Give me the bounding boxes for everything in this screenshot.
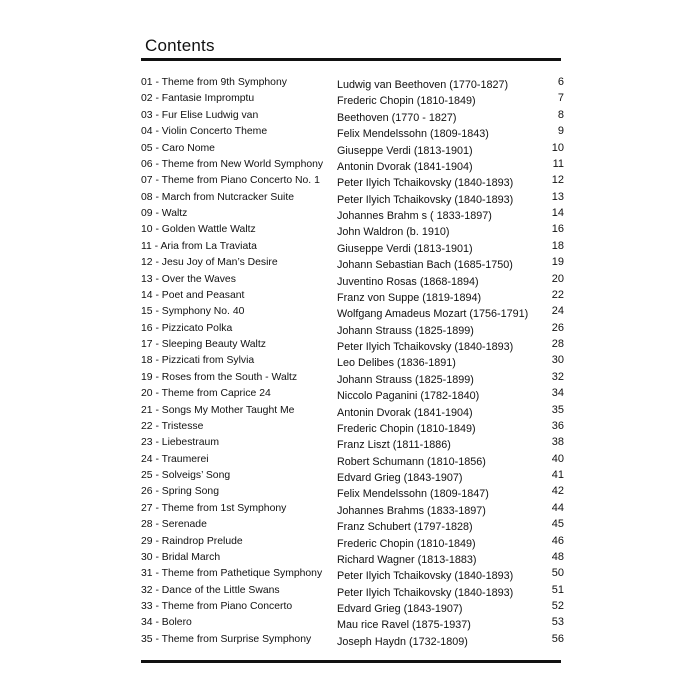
entry-page-number: 28 — [551, 338, 564, 350]
entry-composer: Peter Ilyich Tchaikovsky (1840-1893) — [337, 193, 514, 206]
entry-page-number: 16 — [551, 223, 564, 236]
entry-title: 16 - Pizzicato Polka — [141, 322, 233, 334]
contents-entry[interactable] — [0, 92, 700, 108]
entry-composer: Peter Ilyich Tchaikovsky (1840-1893) — [337, 177, 514, 190]
contents-entry[interactable] — [0, 485, 700, 501]
entry-composer: Johann Strauss (1825-1899) — [337, 324, 474, 337]
contents-entry[interactable] — [0, 633, 700, 649]
bottom-divider — [141, 660, 561, 663]
entry-composer: Felix Mendelssohn (1809-1847) — [337, 488, 489, 501]
entry-composer: Johannes Brahm s ( 1833-1897) — [337, 210, 492, 222]
entry-composer: Peter Ilyich Tchaikovsky (1840-1893) — [337, 586, 514, 599]
contents-entry[interactable] — [0, 322, 700, 338]
entry-composer: Antonin Dvorak (1841-1904) — [337, 160, 473, 173]
entry-title: 07 - Theme from Piano Concerto No. 1 — [141, 175, 320, 187]
entry-title: 17 - Sleeping Beauty Waltz — [141, 339, 266, 350]
entry-composer: Franz Schubert (1797-1828) — [337, 521, 473, 534]
contents-entry[interactable] — [0, 289, 700, 305]
entry-title: 31 - Theme from Pathetique Symphony — [141, 568, 323, 580]
entry-page-number: 11 — [552, 157, 564, 170]
entry-title: 18 - Pizzicati from Sylvia — [141, 355, 255, 367]
contents-entry[interactable] — [0, 223, 700, 239]
entry-page-number: 14 — [551, 207, 564, 219]
entry-composer: Juventino Rosas (1868-1894) — [337, 275, 479, 288]
entry-page-number: 32 — [551, 370, 564, 383]
entry-composer: Franz Liszt (1811-1886) — [337, 439, 451, 452]
contents-entry[interactable] — [0, 436, 700, 452]
entry-composer: Giuseppe Verdi (1813-1901) — [337, 144, 473, 157]
entry-title: 20 - Theme from Caprice 24 — [141, 388, 271, 400]
entry-page-number: 40 — [551, 452, 564, 465]
entry-title: 21 - Songs My Mother Taught Me — [141, 404, 295, 416]
entry-page-number: 26 — [551, 321, 564, 334]
title-divider — [141, 58, 561, 61]
entry-page-number: 36 — [551, 419, 564, 432]
contents-entry[interactable] — [0, 518, 700, 534]
entry-composer: Frederic Chopin (1810-1849) — [337, 537, 476, 550]
entry-composer: Robert Schumann (1810-1856) — [337, 455, 486, 468]
entry-title: 26 - Spring Song — [141, 486, 219, 498]
entry-page-number: 42 — [551, 485, 564, 498]
contents-entry[interactable] — [0, 256, 700, 272]
entry-composer: Wolfgang Amadeus Mozart (1756-1791) — [337, 308, 529, 321]
entry-page-number: 20 — [551, 272, 564, 285]
contents-entry[interactable] — [0, 616, 700, 632]
entry-page-number: 30 — [551, 354, 564, 367]
entry-page-number: 53 — [551, 616, 564, 629]
entry-title: 04 - Violin Concerto Theme — [141, 126, 268, 138]
contents-entry[interactable] — [0, 551, 700, 567]
entry-title: 10 - Golden Wattle Waltz — [141, 224, 256, 236]
entry-composer: Johann Sebastian Bach (1685-1750) — [337, 259, 513, 272]
entry-title: 23 - Liebestraum — [141, 437, 219, 449]
contents-entry[interactable] — [0, 191, 700, 207]
entry-composer: Peter Ilyich Tchaikovsky (1840-1893) — [337, 570, 514, 583]
entry-composer: Niccolo Paganini (1782-1840) — [337, 390, 480, 403]
entry-composer: Beethoven (1770 - 1827) — [337, 111, 457, 124]
page-title: Contents — [145, 36, 215, 55]
entry-page-number: 12 — [551, 174, 564, 187]
entry-title: 24 - Traumerei — [141, 453, 209, 465]
entry-page-number: 19 — [551, 256, 564, 269]
contents-entry[interactable] — [0, 273, 700, 289]
entry-composer: Frederic Chopin (1810-1849) — [337, 422, 476, 435]
entry-composer: Edvard Grieg (1843-1907) — [337, 472, 463, 484]
entry-title: 01 - Theme from 9th Symphony — [141, 77, 287, 88]
entry-title: 22 - Tristesse — [141, 420, 204, 432]
entry-page-number: 52 — [551, 600, 564, 612]
entry-page-number: 41 — [551, 469, 564, 481]
entry-title: 35 - Theme from Surprise Symphony — [141, 633, 312, 645]
entry-composer: Frederic Chopin (1810-1849) — [337, 95, 476, 108]
entry-page-number: 8 — [557, 108, 564, 121]
entry-title: 28 - Serenade — [141, 519, 207, 531]
entry-page-number: 56 — [551, 632, 564, 645]
entry-title: 14 - Poet and Peasant — [141, 289, 245, 301]
entry-title: 34 - Bolero — [141, 617, 192, 629]
contents-entry[interactable] — [0, 420, 700, 436]
entry-title: 09 - Waltz — [141, 208, 188, 219]
contents-entry[interactable] — [0, 387, 700, 403]
contents-entry[interactable] — [0, 305, 700, 321]
entry-page-number: 22 — [551, 288, 564, 301]
entry-page-number: 51 — [551, 583, 564, 596]
entry-composer: Richard Wagner (1813-1883) — [337, 553, 477, 566]
contents-entry[interactable] — [0, 371, 700, 387]
entry-page-number: 35 — [551, 403, 564, 416]
entry-composer: Johann Strauss (1825-1899) — [337, 373, 474, 386]
entry-composer: Peter Ilyich Tchaikovsky (1840-1893) — [337, 341, 514, 353]
contents-entry[interactable] — [0, 469, 700, 485]
contents-entry[interactable] — [0, 567, 700, 583]
entry-page-number: 9 — [557, 125, 564, 138]
entry-page-number: 48 — [551, 550, 564, 563]
contents-entry[interactable] — [0, 453, 700, 469]
entry-page-number: 13 — [551, 190, 564, 203]
contents-entry[interactable] — [0, 502, 700, 518]
entry-composer: Edvard Grieg (1843-1907) — [337, 603, 463, 615]
entry-composer: Ludwig van Beethoven (1770-1827) — [337, 79, 509, 91]
entry-page-number: 10 — [551, 141, 564, 154]
entry-page-number: 45 — [551, 518, 564, 531]
entry-title: 05 - Caro Nome — [141, 142, 215, 154]
entry-composer: Mau rice Ravel (1875-1937) — [337, 619, 471, 632]
contents-entry[interactable] — [0, 338, 700, 354]
entry-composer: Antonin Dvorak (1841-1904) — [337, 406, 473, 419]
entry-title: 30 - Bridal March — [141, 551, 221, 563]
entry-composer: Felix Mendelssohn (1809-1843) — [337, 128, 489, 141]
contents-entry[interactable] — [0, 404, 700, 420]
contents-entry[interactable] — [0, 142, 700, 158]
entry-title: 25 - Solveigs’ Song — [141, 470, 231, 481]
entry-title: 03 - Fur Elise Ludwig van — [141, 109, 259, 121]
entry-title: 13 - Over the Waves — [141, 273, 236, 285]
entry-composer: Joseph Haydn (1732-1809) — [337, 635, 468, 648]
contents-entry[interactable] — [0, 125, 700, 141]
entry-title: 27 - Theme from 1st Symphony — [141, 502, 287, 514]
entry-composer: Johannes Brahms (1833-1897) — [337, 504, 486, 517]
contents-list — [0, 76, 700, 649]
entry-page-number: 38 — [551, 436, 564, 449]
entry-page-number: 44 — [551, 501, 564, 514]
contents-entry[interactable] — [0, 535, 700, 551]
entry-page-number: 18 — [551, 239, 564, 252]
entry-composer: Giuseppe Verdi (1813-1901) — [337, 242, 473, 255]
entry-title: 33 - Theme from Piano Concerto — [141, 601, 293, 612]
entry-page-number: 24 — [551, 305, 564, 318]
entry-title: 19 - Roses from the South - Waltz — [141, 371, 298, 383]
entry-page-number: 34 — [551, 387, 564, 400]
contents-entry[interactable] — [0, 76, 700, 92]
entry-title: 32 - Dance of the Little Swans — [141, 584, 280, 596]
entry-title: 08 - March from Nutcracker Suite — [141, 191, 295, 203]
entry-composer: Franz von Suppe (1819-1894) — [337, 291, 482, 304]
entry-composer: Leo Delibes (1836-1891) — [337, 357, 456, 370]
entry-page-number: 6 — [557, 76, 564, 88]
contents-entry[interactable] — [0, 584, 700, 600]
entry-page-number: 50 — [551, 567, 564, 580]
contents-entry[interactable] — [0, 354, 700, 370]
contents-entry[interactable] — [0, 174, 700, 190]
entry-title: 11 - Aria from La Traviata — [141, 240, 257, 252]
entry-page-number: 46 — [551, 534, 564, 547]
contents-entry[interactable] — [0, 207, 700, 223]
entry-title: 06 - Theme from New World Symphony — [141, 158, 324, 170]
entry-title: 02 - Fantasie Impromptu — [141, 93, 255, 105]
contents-entry[interactable] — [0, 158, 700, 174]
entry-title: 29 - Raindrop Prelude — [141, 535, 243, 547]
entry-page-number: 7 — [557, 92, 564, 105]
contents-entry[interactable] — [0, 600, 700, 616]
contents-entry[interactable] — [0, 109, 700, 125]
entry-composer: John Waldron (b. 1910) — [337, 226, 450, 239]
entry-title: 15 - Symphony No. 40 — [141, 306, 245, 318]
contents-entry[interactable] — [0, 240, 700, 256]
entry-title: 12 - Jesu Joy of Man’s Desire — [141, 257, 278, 269]
